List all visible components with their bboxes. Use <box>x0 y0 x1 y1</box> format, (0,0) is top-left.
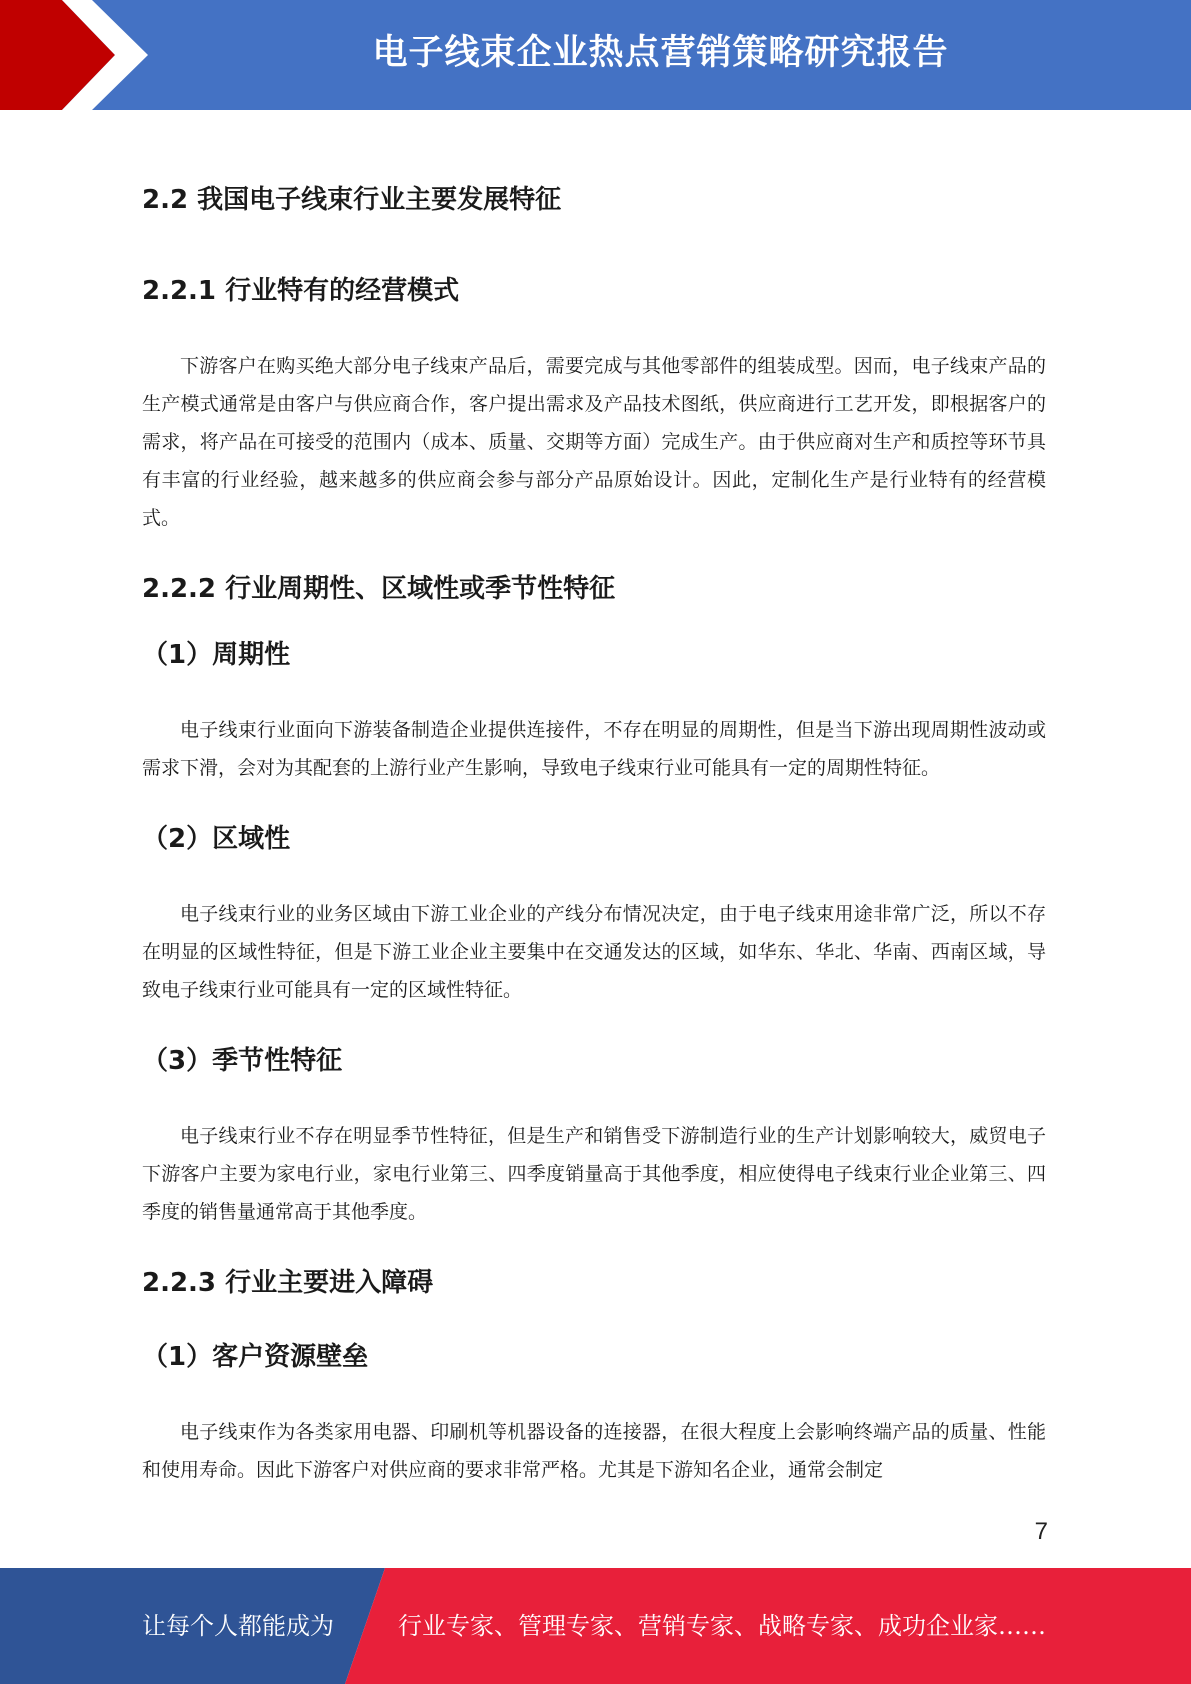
section-heading-2-2: 2.2 我国电子线束行业主要发展特征 <box>142 185 562 215</box>
footer-slogan-left: 让每个人都能成为 <box>142 1612 334 1640</box>
section-heading-2-2-3: 2.2.3 行业主要进入障碍 <box>142 1268 434 1298</box>
page-number: 7 <box>1034 1518 1048 1545</box>
page-footer <box>0 1568 1191 1684</box>
paragraph-customer-barrier: 电子线束作为各类家用电器、印刷机等机器设备的连接器，在很大程度上会影响终端产品的质量、性能和使用寿命。因此下游客户对供应商的要求非常严格。尤其是下游知名企业，通常会制定 <box>142 1421 1046 1481</box>
paragraph-regionality: 电子线束行业的业务区域由下游工业企业的产线分布情况决定，由于电子线束用途非常广泛，所以不存在明显的区域性特征，但是下游工业企业主要集中在交通发达的区域，如华东、华北、华南、西南区域，导致电子线束行业可能具有一定的区域性特征。 <box>142 903 1046 1001</box>
page-content <box>142 178 1046 1489</box>
paragraph-seasonality: 电子线束行业不存在明显季节性特征，但是生产和销售受下游制造行业的生产计划影响较大，威贸电子下游客户主要为家电行业，家电行业第三、四季度销量高于其他季度，相应使得电子线束行业企业第三、四季度的销售量通常高于其他季度。 <box>142 1125 1046 1223</box>
subheading-regionality: （2）区域性 <box>142 824 291 854</box>
paragraph-business-model: 下游客户在购买绝大部分电子线束产品后，需要完成与其他零部件的组装成型。因而，电子线束产品的生产模式通常是由客户与供应商合作，客户提出需求及产品技术图纸，供应商进行工艺开发，即根据客户的需求，将产品在可接受的范围内（成本、质量、交期等方面）完成生产。由于供应商对生产和质控等环节具有丰富的行业经验，越来越多的供应商会参与部分产品原始设计。因此，定制化生产是行业特有的经营模式。 <box>142 355 1046 529</box>
section-heading-2-2-1: 2.2.1 行业特有的经营模式 <box>142 276 460 306</box>
subheading-seasonality: （3）季节性特征 <box>142 1046 343 1076</box>
subheading-customer-barrier: （1）客户资源壁垒 <box>142 1342 369 1372</box>
subheading-periodicity: （1）周期性 <box>142 640 291 670</box>
page-header <box>0 0 1191 110</box>
paragraph-periodicity: 电子线束行业面向下游装备制造企业提供连接件，不存在明显的周期性，但是当下游出现周期性波动或需求下滑，会对为其配套的上游行业产生影响，导致电子线束行业可能具有一定的周期性特征。 <box>142 719 1046 779</box>
report-title: 电子线束企业热点营销策略研究报告 <box>372 33 949 73</box>
footer-slogan-right: 行业专家、管理专家、营销专家、战略专家、成功企业家…… <box>398 1612 1046 1640</box>
section-heading-2-2-2: 2.2.2 行业周期性、区域性或季节性特征 <box>142 574 616 604</box>
